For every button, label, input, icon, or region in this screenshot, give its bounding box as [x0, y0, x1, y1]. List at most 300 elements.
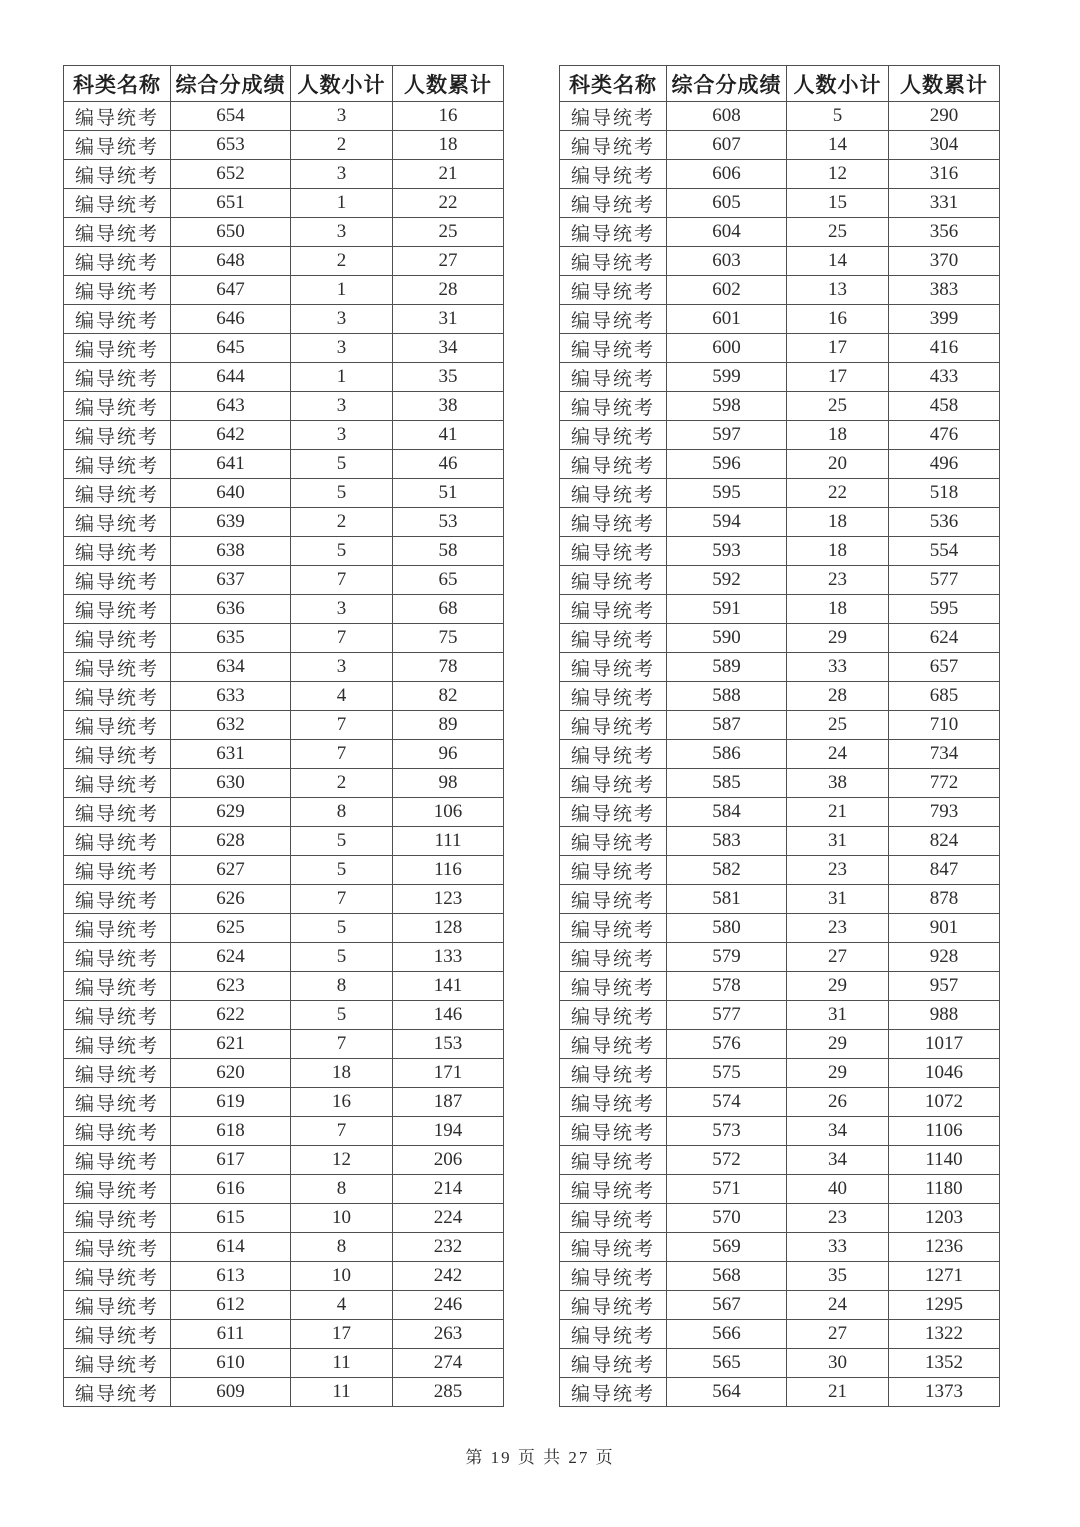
- table-row: [64, 856, 504, 885]
- table-row: [64, 305, 504, 334]
- cell-count-subtotal: 7: [291, 624, 393, 653]
- cell-composite-score: 586: [667, 740, 787, 769]
- cell-composite-score: 571: [667, 1175, 787, 1204]
- tables-container: [63, 65, 1000, 1407]
- cell-category: 编导统考: [560, 218, 667, 247]
- cell-category: 编导统考: [64, 305, 171, 334]
- cell-count-subtotal: 2: [291, 131, 393, 160]
- cell-count-cumulative: 304: [889, 131, 1000, 160]
- cell-count-cumulative: 82: [393, 682, 504, 711]
- cell-category: 编导统考: [560, 479, 667, 508]
- cell-category: 编导统考: [64, 1320, 171, 1349]
- cell-count-subtotal: 11: [291, 1378, 393, 1407]
- cell-composite-score: 568: [667, 1262, 787, 1291]
- cell-count-cumulative: 1352: [889, 1349, 1000, 1378]
- cell-count-subtotal: 25: [787, 711, 889, 740]
- table-row: [560, 595, 1000, 624]
- table-row: [64, 595, 504, 624]
- cell-composite-score: 578: [667, 972, 787, 1001]
- table-row: [64, 1233, 504, 1262]
- header-composite-score: 综合分成绩: [171, 66, 291, 102]
- cell-category: 编导统考: [560, 740, 667, 769]
- cell-category: 编导统考: [64, 160, 171, 189]
- cell-category: 编导统考: [560, 1262, 667, 1291]
- cell-composite-score: 643: [171, 392, 291, 421]
- cell-count-subtotal: 31: [787, 827, 889, 856]
- cell-category: 编导统考: [560, 595, 667, 624]
- table-row: [64, 1175, 504, 1204]
- cell-count-subtotal: 3: [291, 595, 393, 624]
- table-row: [560, 537, 1000, 566]
- table-row: [64, 566, 504, 595]
- cell-category: 编导统考: [560, 421, 667, 450]
- cell-count-cumulative: 78: [393, 653, 504, 682]
- cell-composite-score: 609: [171, 1378, 291, 1407]
- table-row: [64, 1059, 504, 1088]
- table-row: [64, 943, 504, 972]
- cell-count-subtotal: 18: [291, 1059, 393, 1088]
- cell-composite-score: 596: [667, 450, 787, 479]
- table-row: [560, 1378, 1000, 1407]
- cell-composite-score: 635: [171, 624, 291, 653]
- cell-category: 编导统考: [64, 566, 171, 595]
- cell-category: 编导统考: [560, 247, 667, 276]
- cell-composite-score: 638: [171, 537, 291, 566]
- header-count-cumulative: 人数累计: [889, 66, 1000, 102]
- table-row: [560, 1233, 1000, 1262]
- cell-count-subtotal: 5: [291, 827, 393, 856]
- cell-count-cumulative: 106: [393, 798, 504, 827]
- cell-category: 编导统考: [64, 914, 171, 943]
- cell-category: 编导统考: [64, 827, 171, 856]
- cell-category: 编导统考: [64, 450, 171, 479]
- cell-composite-score: 605: [667, 189, 787, 218]
- table-row: [560, 1175, 1000, 1204]
- cell-count-subtotal: 5: [291, 914, 393, 943]
- cell-count-cumulative: 141: [393, 972, 504, 1001]
- cell-composite-score: 590: [667, 624, 787, 653]
- cell-count-subtotal: 1: [291, 363, 393, 392]
- cell-count-cumulative: 988: [889, 1001, 1000, 1030]
- cell-composite-score: 645: [171, 334, 291, 363]
- cell-composite-score: 593: [667, 537, 787, 566]
- cell-count-subtotal: 10: [291, 1262, 393, 1291]
- cell-composite-score: 627: [171, 856, 291, 885]
- cell-composite-score: 628: [171, 827, 291, 856]
- score-table-right: [559, 65, 1000, 1407]
- table-row: [64, 885, 504, 914]
- cell-count-subtotal: 21: [787, 1378, 889, 1407]
- cell-category: 编导统考: [64, 798, 171, 827]
- cell-count-cumulative: 194: [393, 1117, 504, 1146]
- table-row: [64, 624, 504, 653]
- cell-count-cumulative: 285: [393, 1378, 504, 1407]
- cell-composite-score: 600: [667, 334, 787, 363]
- cell-count-cumulative: 246: [393, 1291, 504, 1320]
- cell-category: 编导统考: [560, 131, 667, 160]
- cell-count-cumulative: 51: [393, 479, 504, 508]
- cell-count-subtotal: 31: [787, 1001, 889, 1030]
- cell-count-cumulative: 65: [393, 566, 504, 595]
- cell-count-subtotal: 11: [291, 1349, 393, 1378]
- cell-composite-score: 653: [171, 131, 291, 160]
- cell-composite-score: 617: [171, 1146, 291, 1175]
- cell-count-cumulative: 356: [889, 218, 1000, 247]
- cell-count-cumulative: 18: [393, 131, 504, 160]
- cell-count-cumulative: 1017: [889, 1030, 1000, 1059]
- cell-category: 编导统考: [560, 1378, 667, 1407]
- cell-count-cumulative: 75: [393, 624, 504, 653]
- cell-count-subtotal: 31: [787, 885, 889, 914]
- cell-composite-score: 615: [171, 1204, 291, 1233]
- cell-count-subtotal: 38: [787, 769, 889, 798]
- cell-count-subtotal: 27: [787, 943, 889, 972]
- table-row: [560, 392, 1000, 421]
- table-row: [560, 769, 1000, 798]
- cell-composite-score: 606: [667, 160, 787, 189]
- cell-category: 编导统考: [560, 1291, 667, 1320]
- cell-category: 编导统考: [64, 653, 171, 682]
- cell-category: 编导统考: [64, 421, 171, 450]
- table-row: [560, 566, 1000, 595]
- table-row: [64, 131, 504, 160]
- table-row: [64, 450, 504, 479]
- cell-composite-score: 594: [667, 508, 787, 537]
- cell-count-subtotal: 8: [291, 1175, 393, 1204]
- cell-category: 编导统考: [64, 363, 171, 392]
- cell-composite-score: 598: [667, 392, 787, 421]
- cell-composite-score: 654: [171, 102, 291, 131]
- cell-count-subtotal: 3: [291, 334, 393, 363]
- cell-count-subtotal: 2: [291, 508, 393, 537]
- table-row: [560, 798, 1000, 827]
- cell-count-cumulative: 1236: [889, 1233, 1000, 1262]
- cell-category: 编导统考: [560, 334, 667, 363]
- cell-category: 编导统考: [64, 247, 171, 276]
- table-row: [560, 711, 1000, 740]
- cell-count-cumulative: 16: [393, 102, 504, 131]
- table-row: [64, 1088, 504, 1117]
- table-row: [560, 305, 1000, 334]
- cell-count-subtotal: 35: [787, 1262, 889, 1291]
- cell-category: 编导统考: [560, 276, 667, 305]
- cell-count-cumulative: 224: [393, 1204, 504, 1233]
- cell-category: 编导统考: [560, 1117, 667, 1146]
- cell-count-subtotal: 1: [291, 189, 393, 218]
- table-header-row: [560, 66, 1000, 102]
- cell-composite-score: 580: [667, 914, 787, 943]
- cell-composite-score: 591: [667, 595, 787, 624]
- cell-count-subtotal: 23: [787, 856, 889, 885]
- table-row: [560, 131, 1000, 160]
- cell-count-subtotal: 33: [787, 1233, 889, 1262]
- cell-count-cumulative: 263: [393, 1320, 504, 1349]
- cell-count-subtotal: 26: [787, 1088, 889, 1117]
- cell-composite-score: 576: [667, 1030, 787, 1059]
- cell-category: 编导统考: [64, 682, 171, 711]
- cell-count-cumulative: 847: [889, 856, 1000, 885]
- cell-count-subtotal: 3: [291, 305, 393, 334]
- cell-count-subtotal: 8: [291, 972, 393, 1001]
- table-row: [560, 1204, 1000, 1233]
- cell-count-subtotal: 29: [787, 624, 889, 653]
- table-header-row: [64, 66, 504, 102]
- table-row: [64, 1262, 504, 1291]
- cell-count-subtotal: 17: [787, 363, 889, 392]
- table-row: [560, 653, 1000, 682]
- cell-count-subtotal: 3: [291, 102, 393, 131]
- header-category: 科类名称: [560, 66, 667, 102]
- table-row: [560, 218, 1000, 247]
- cell-composite-score: 650: [171, 218, 291, 247]
- cell-count-cumulative: 38: [393, 392, 504, 421]
- table-body-right: [560, 102, 1000, 1407]
- cell-composite-score: 633: [171, 682, 291, 711]
- cell-composite-score: 646: [171, 305, 291, 334]
- cell-category: 编导统考: [560, 1175, 667, 1204]
- cell-category: 编导统考: [64, 711, 171, 740]
- cell-count-cumulative: 1373: [889, 1378, 1000, 1407]
- cell-composite-score: 620: [171, 1059, 291, 1088]
- cell-category: 编导统考: [560, 711, 667, 740]
- table-row: [560, 1001, 1000, 1030]
- cell-composite-score: 610: [171, 1349, 291, 1378]
- cell-composite-score: 569: [667, 1233, 787, 1262]
- table-row: [64, 160, 504, 189]
- cell-count-cumulative: 22: [393, 189, 504, 218]
- cell-count-cumulative: 878: [889, 885, 1000, 914]
- cell-category: 编导统考: [560, 1349, 667, 1378]
- cell-count-cumulative: 111: [393, 827, 504, 856]
- cell-count-subtotal: 8: [291, 1233, 393, 1262]
- table-row: [560, 363, 1000, 392]
- cell-count-subtotal: 4: [291, 1291, 393, 1320]
- cell-composite-score: 637: [171, 566, 291, 595]
- cell-count-subtotal: 24: [787, 740, 889, 769]
- cell-count-subtotal: 25: [787, 392, 889, 421]
- cell-composite-score: 579: [667, 943, 787, 972]
- cell-category: 编导统考: [64, 1349, 171, 1378]
- table-row: [64, 682, 504, 711]
- cell-count-cumulative: 25: [393, 218, 504, 247]
- cell-composite-score: 564: [667, 1378, 787, 1407]
- table-row: [64, 218, 504, 247]
- cell-composite-score: 647: [171, 276, 291, 305]
- cell-composite-score: 583: [667, 827, 787, 856]
- cell-count-cumulative: 399: [889, 305, 1000, 334]
- cell-composite-score: 599: [667, 363, 787, 392]
- table-row: [560, 102, 1000, 131]
- table-row: [560, 1117, 1000, 1146]
- cell-count-subtotal: 27: [787, 1320, 889, 1349]
- cell-count-cumulative: 1140: [889, 1146, 1000, 1175]
- cell-category: 编导统考: [560, 653, 667, 682]
- cell-count-cumulative: 928: [889, 943, 1000, 972]
- cell-category: 编导统考: [560, 827, 667, 856]
- cell-count-subtotal: 8: [291, 798, 393, 827]
- cell-count-cumulative: 34: [393, 334, 504, 363]
- cell-count-subtotal: 25: [787, 218, 889, 247]
- cell-count-cumulative: 98: [393, 769, 504, 798]
- cell-count-cumulative: 31: [393, 305, 504, 334]
- cell-count-cumulative: 316: [889, 160, 1000, 189]
- cell-category: 编导统考: [64, 972, 171, 1001]
- table-row: [64, 798, 504, 827]
- cell-count-subtotal: 2: [291, 247, 393, 276]
- cell-category: 编导统考: [64, 1001, 171, 1030]
- table-row: [560, 972, 1000, 1001]
- cell-count-cumulative: 518: [889, 479, 1000, 508]
- table-row: [560, 1320, 1000, 1349]
- table-row: [560, 450, 1000, 479]
- cell-count-subtotal: 18: [787, 421, 889, 450]
- cell-count-cumulative: 146: [393, 1001, 504, 1030]
- cell-composite-score: 622: [171, 1001, 291, 1030]
- cell-composite-score: 577: [667, 1001, 787, 1030]
- cell-composite-score: 626: [171, 885, 291, 914]
- score-table-left: [63, 65, 504, 1407]
- cell-count-subtotal: 20: [787, 450, 889, 479]
- table-row: [560, 276, 1000, 305]
- table-row: [560, 508, 1000, 537]
- cell-count-subtotal: 30: [787, 1349, 889, 1378]
- table-row: [64, 1349, 504, 1378]
- cell-count-subtotal: 14: [787, 247, 889, 276]
- cell-composite-score: 589: [667, 653, 787, 682]
- cell-category: 编导统考: [64, 334, 171, 363]
- cell-composite-score: 648: [171, 247, 291, 276]
- cell-category: 编导统考: [560, 392, 667, 421]
- cell-composite-score: 565: [667, 1349, 787, 1378]
- cell-category: 编导统考: [64, 1059, 171, 1088]
- cell-category: 编导统考: [64, 218, 171, 247]
- table-row: [64, 479, 504, 508]
- table-row: [64, 711, 504, 740]
- cell-count-cumulative: 206: [393, 1146, 504, 1175]
- cell-category: 编导统考: [560, 1030, 667, 1059]
- cell-count-subtotal: 5: [291, 856, 393, 885]
- cell-composite-score: 573: [667, 1117, 787, 1146]
- cell-category: 编导统考: [560, 160, 667, 189]
- cell-category: 编导统考: [64, 1088, 171, 1117]
- cell-count-cumulative: 1322: [889, 1320, 1000, 1349]
- cell-category: 编导统考: [64, 1204, 171, 1233]
- cell-count-cumulative: 1271: [889, 1262, 1000, 1291]
- cell-count-cumulative: 274: [393, 1349, 504, 1378]
- cell-count-subtotal: 33: [787, 653, 889, 682]
- cell-count-cumulative: 128: [393, 914, 504, 943]
- table-row: [64, 1117, 504, 1146]
- cell-composite-score: 597: [667, 421, 787, 450]
- table-row: [64, 363, 504, 392]
- table-row: [560, 914, 1000, 943]
- cell-count-cumulative: 171: [393, 1059, 504, 1088]
- cell-count-subtotal: 17: [291, 1320, 393, 1349]
- cell-composite-score: 588: [667, 682, 787, 711]
- table-row: [560, 1349, 1000, 1378]
- cell-composite-score: 566: [667, 1320, 787, 1349]
- cell-category: 编导统考: [560, 1088, 667, 1117]
- cell-count-cumulative: 89: [393, 711, 504, 740]
- table-row: [64, 1001, 504, 1030]
- cell-count-subtotal: 7: [291, 1117, 393, 1146]
- cell-count-subtotal: 18: [787, 595, 889, 624]
- cell-composite-score: 587: [667, 711, 787, 740]
- cell-category: 编导统考: [560, 305, 667, 334]
- table-row: [560, 1146, 1000, 1175]
- table-body-left: [64, 102, 504, 1407]
- cell-count-cumulative: 290: [889, 102, 1000, 131]
- cell-count-subtotal: 23: [787, 1204, 889, 1233]
- cell-category: 编导统考: [64, 769, 171, 798]
- table-row: [64, 1320, 504, 1349]
- cell-count-cumulative: 58: [393, 537, 504, 566]
- cell-category: 编导统考: [64, 856, 171, 885]
- cell-category: 编导统考: [560, 102, 667, 131]
- table-row: [560, 740, 1000, 769]
- table-row: [64, 247, 504, 276]
- cell-count-subtotal: 3: [291, 392, 393, 421]
- cell-count-subtotal: 3: [291, 218, 393, 247]
- table-row: [560, 421, 1000, 450]
- cell-count-subtotal: 7: [291, 740, 393, 769]
- table-row: [64, 102, 504, 131]
- cell-category: 编导统考: [64, 740, 171, 769]
- header-composite-score: 综合分成绩: [667, 66, 787, 102]
- cell-count-cumulative: 496: [889, 450, 1000, 479]
- cell-category: 编导统考: [64, 537, 171, 566]
- table-row: [560, 1030, 1000, 1059]
- cell-category: 编导统考: [64, 1030, 171, 1059]
- cell-count-cumulative: 153: [393, 1030, 504, 1059]
- table-row: [64, 392, 504, 421]
- cell-composite-score: 592: [667, 566, 787, 595]
- cell-composite-score: 652: [171, 160, 291, 189]
- table-row: [64, 1030, 504, 1059]
- cell-composite-score: 624: [171, 943, 291, 972]
- cell-composite-score: 630: [171, 769, 291, 798]
- table-row: [64, 769, 504, 798]
- cell-count-subtotal: 5: [291, 1001, 393, 1030]
- header-count-cumulative: 人数累计: [393, 66, 504, 102]
- cell-count-cumulative: 458: [889, 392, 1000, 421]
- cell-count-cumulative: 1106: [889, 1117, 1000, 1146]
- cell-count-subtotal: 12: [787, 160, 889, 189]
- cell-composite-score: 651: [171, 189, 291, 218]
- cell-composite-score: 613: [171, 1262, 291, 1291]
- cell-count-subtotal: 23: [787, 566, 889, 595]
- cell-category: 编导统考: [560, 769, 667, 798]
- cell-count-cumulative: 772: [889, 769, 1000, 798]
- cell-count-cumulative: 46: [393, 450, 504, 479]
- cell-category: 编导统考: [560, 537, 667, 566]
- cell-count-subtotal: 5: [787, 102, 889, 131]
- header-count-subtotal: 人数小计: [787, 66, 889, 102]
- page-number: 第 19 页 共 27 页: [465, 1448, 615, 1467]
- table-row: [560, 885, 1000, 914]
- cell-count-cumulative: 734: [889, 740, 1000, 769]
- cell-category: 编导统考: [64, 1262, 171, 1291]
- cell-count-cumulative: 35: [393, 363, 504, 392]
- cell-count-subtotal: 17: [787, 334, 889, 363]
- cell-category: 编导统考: [64, 102, 171, 131]
- cell-composite-score: 572: [667, 1146, 787, 1175]
- cell-count-subtotal: 23: [787, 914, 889, 943]
- table-row: [560, 624, 1000, 653]
- cell-composite-score: 603: [667, 247, 787, 276]
- cell-category: 编导统考: [560, 914, 667, 943]
- cell-composite-score: 570: [667, 1204, 787, 1233]
